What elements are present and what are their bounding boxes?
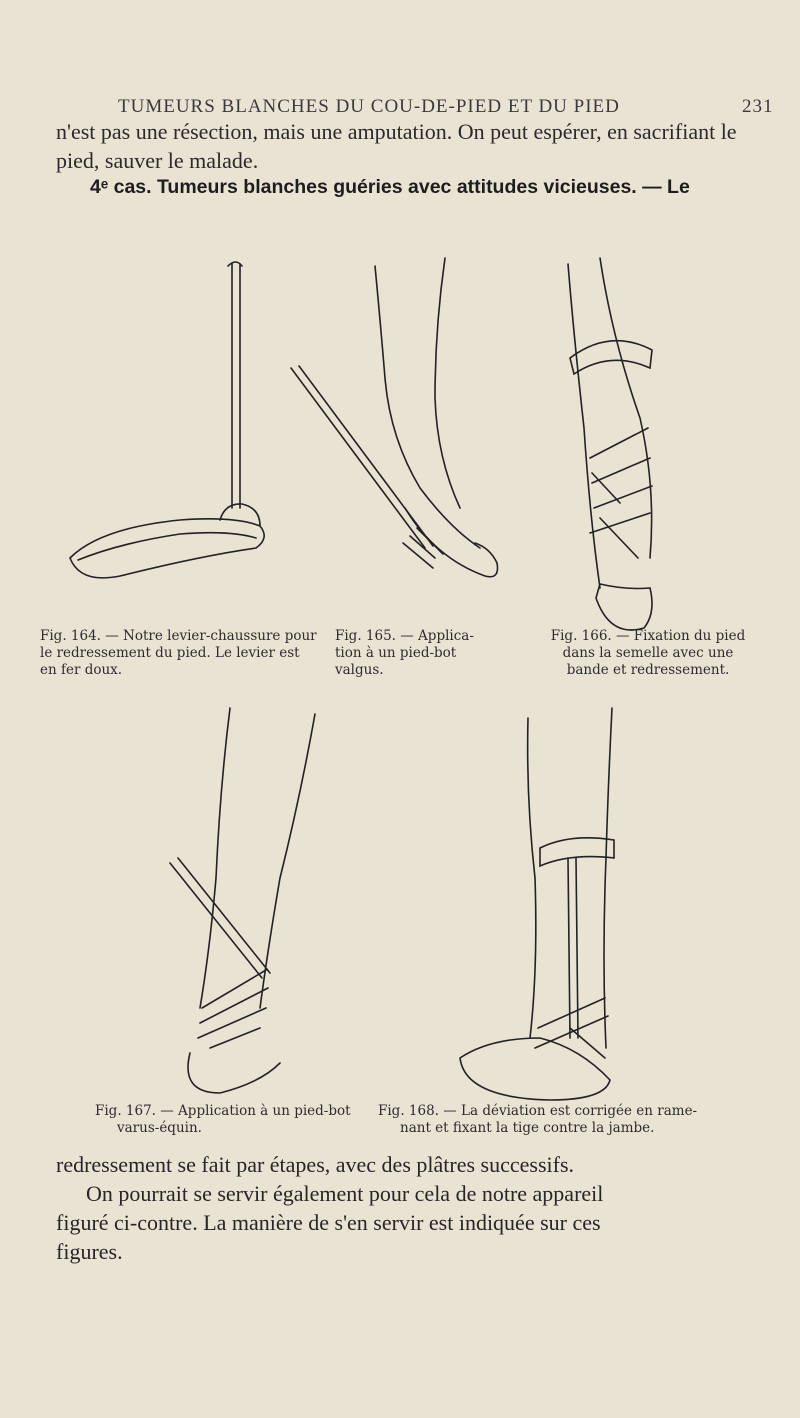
fig167-foot [188, 1053, 280, 1093]
text-line: figuré ci-contre. La manière de s'en servir est indiquée sur ces [56, 1210, 601, 1235]
fig166-leg-left [568, 264, 600, 588]
caption-fig165 [335, 628, 515, 679]
caption-line: le redressement du pied. Le levier est [40, 645, 300, 661]
fig164-lever-rod [232, 264, 240, 508]
fig167-leg-left [200, 708, 230, 1008]
caption-fig164 [40, 628, 320, 679]
figure-168-illustration [430, 708, 640, 1098]
caption-line: dans la semelle avec une [562, 645, 734, 661]
fig166-toes [596, 584, 652, 630]
caption-line: Fig. 167. — Application à un pied-bot [95, 1103, 351, 1119]
paragraph-1: n'est pas une résection, mais une amputation. On peut espérer, en sacrifiant le pied, sauver le malade. [56, 119, 737, 173]
caption-line: en fer doux. [40, 662, 123, 678]
fig168-collar [540, 838, 614, 866]
text-line: On pourrait se servir également pour cela de notre appareil [86, 1181, 604, 1206]
fig168-bandage [535, 998, 608, 1058]
caption-line: Fig. 168. — La déviation est corrigée en rame- [378, 1103, 698, 1119]
fig165-foot [405, 508, 498, 577]
fig165-leg-front [375, 266, 480, 548]
fig164-sole [70, 519, 264, 578]
caption-fig166 [528, 628, 768, 679]
fig166-collar [570, 341, 652, 374]
caption-line: tion à un pied-bot [335, 645, 457, 661]
section-heading: 4ᵉ cas. Tumeurs blanches guéries avec attitudes vicieuses. — Le [90, 176, 690, 198]
fig165-leg-back [435, 258, 460, 508]
fig167-leg-right [260, 714, 315, 1008]
caption-line: valgus. [335, 662, 384, 678]
fig166-bandage [590, 428, 652, 558]
caption-line: Fig. 166. — Fixation du pied [550, 628, 746, 644]
fig168-leg-left [528, 718, 536, 1038]
caption-line: bande et redressement. [566, 662, 730, 678]
caption-fig167 [95, 1103, 365, 1137]
fig166-leg-right [600, 258, 652, 558]
figure-167-illustration [150, 708, 350, 1098]
caption-line: nant et fixant la tige contre la jambe. [400, 1120, 655, 1136]
caption-line: varus-équin. [117, 1120, 202, 1136]
caption-fig168 [378, 1103, 708, 1137]
page-number: 231 [742, 96, 774, 117]
fig168-leg-right [604, 708, 612, 1048]
caption-line: Fig. 164. — Notre levier-chaussure pour [40, 628, 317, 644]
figure-166-illustration [560, 258, 680, 638]
fig165-straps [403, 528, 443, 568]
figure-165-illustration [285, 258, 515, 598]
caption-line: Fig. 165. — Applica- [335, 628, 474, 644]
fig167-bandage [198, 970, 268, 1048]
paragraph-2 [56, 1150, 756, 1266]
figure-164-illustration [60, 258, 280, 588]
text-line: figures. [56, 1239, 123, 1264]
text-line: redressement se fait par étapes, avec des plâtres successifs. [56, 1152, 574, 1177]
running-title: TUMEURS BLANCHES DU COU-DE-PIED ET DU PIED [118, 96, 620, 117]
